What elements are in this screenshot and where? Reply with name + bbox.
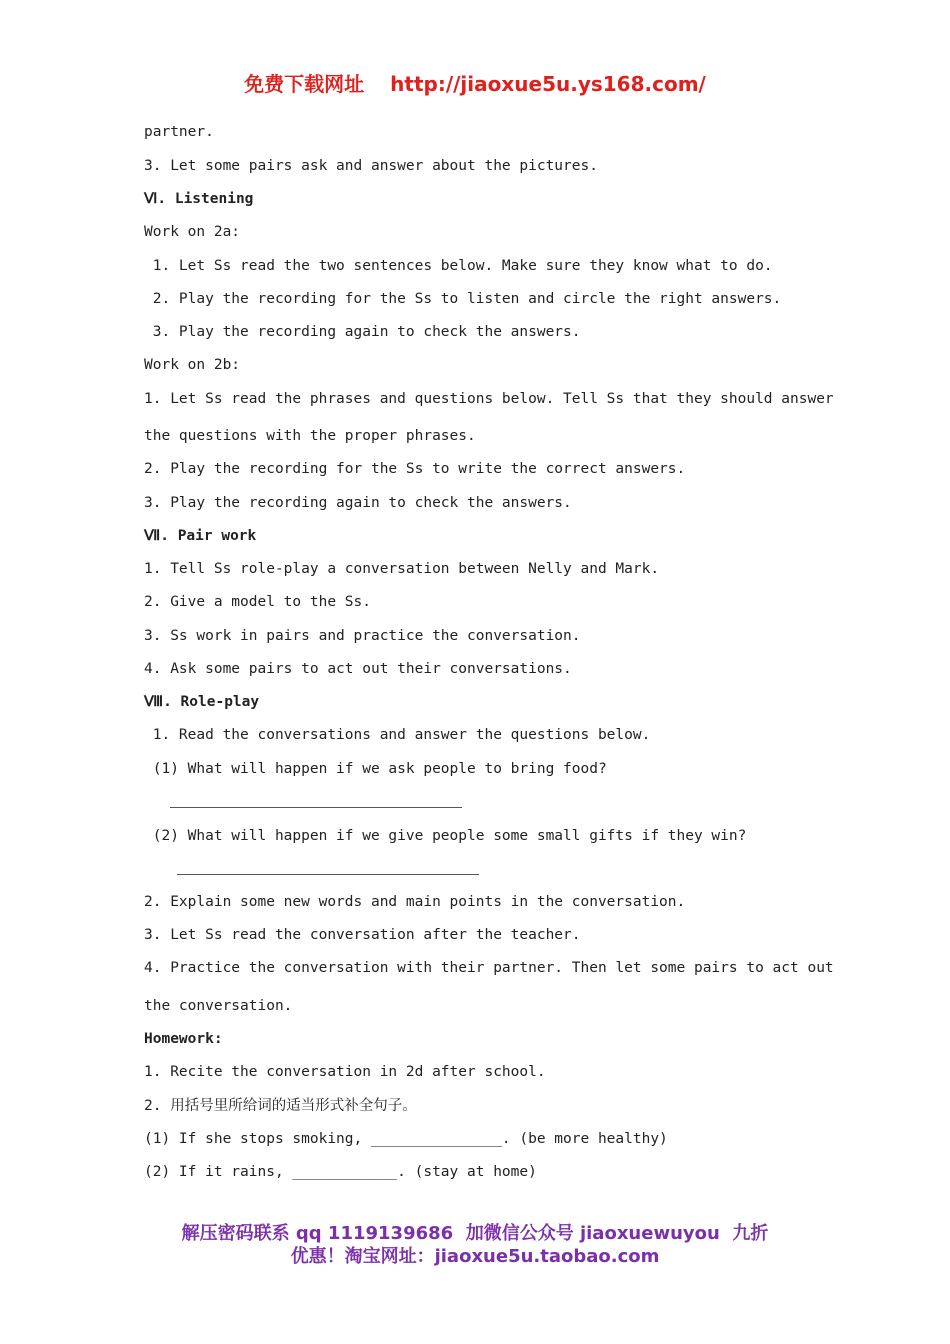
text-line: 2. Explain some new words and main points in the conversation. xyxy=(144,894,686,910)
text-line: 4. Ask some pairs to act out their conversations. xyxy=(144,661,572,677)
text-line: 3. Play the recording again to check the answers. xyxy=(144,495,572,511)
question-2: (2) What will happen if we give people some small gifts if they win? xyxy=(144,828,747,844)
text-line: 3. Play the recording again to check the answers. xyxy=(144,324,581,340)
text-line: the questions with the proper phrases. xyxy=(144,428,476,444)
text-line: 3. Let Ss read the conversation after the teacher. xyxy=(144,927,581,943)
text-line: 2. Give a model to the Ss. xyxy=(144,594,371,610)
footer-line-1: 解压密码联系 qq 1119139686 加微信公众号 jiaoxuewuyou 九折 xyxy=(181,1223,769,1244)
section-heading-listening: Ⅵ. Listening xyxy=(144,191,254,207)
section-heading-role-play: Ⅷ. Role-play xyxy=(144,694,260,710)
footer-line-2: 优惠！淘宝网址：jiaoxue5u.taobao.com xyxy=(290,1246,660,1267)
text-line: Work on 2b: xyxy=(144,357,241,373)
section-heading-pair-work: Ⅶ. Pair work xyxy=(144,528,257,544)
text-line: 2. Play the recording for the Ss to write the correct answers. xyxy=(144,461,686,477)
text-line: 4. Practice the conversation with their partner. Then let some pairs to act out xyxy=(144,960,834,976)
exercise-2: (2) If it rains, ____________. (stay at home) xyxy=(144,1164,537,1180)
header-title: 免费下载网址 xyxy=(244,72,365,96)
text-line: 3. Ss work in pairs and practice the conversation. xyxy=(144,628,581,644)
text-line: 1. Let Ss read the two sentences below. Make sure they know what to do. xyxy=(144,258,773,274)
text-line: 2. Play the recording for the Ss to listen and circle the right answers. xyxy=(144,291,782,307)
section-heading-homework: Homework: xyxy=(144,1031,223,1047)
text-line: 1. Read the conversations and answer the questions below. xyxy=(144,727,651,743)
answer-blank-2 xyxy=(177,874,479,875)
text-line: 1. Tell Ss role-play a conversation between Nelly and Mark. xyxy=(144,561,660,577)
question-1: (1) What will happen if we ask people to bring food? xyxy=(144,761,607,777)
text-line: 1. Let Ss read the phrases and questions below. Tell Ss that they should answer xyxy=(144,391,834,407)
text-line: Work on 2a: xyxy=(144,224,241,240)
text-line: 2. 用括号里所给词的适当形式补全句子。 xyxy=(144,1098,417,1114)
answer-blank-1 xyxy=(170,807,462,808)
text-line: 3. Let some pairs ask and answer about the pictures. xyxy=(144,158,598,174)
text-line: 1. Recite the conversation in 2d after school. xyxy=(144,1064,546,1080)
exercise-1: (1) If she stops smoking, _______________. (be more healthy) xyxy=(144,1131,668,1147)
download-header xyxy=(0,68,950,97)
text-line: the conversation. xyxy=(144,998,293,1014)
header-url[interactable]: http://jiaoxue5u.ys168.com/ xyxy=(390,72,706,96)
text-line: partner. xyxy=(144,124,214,140)
